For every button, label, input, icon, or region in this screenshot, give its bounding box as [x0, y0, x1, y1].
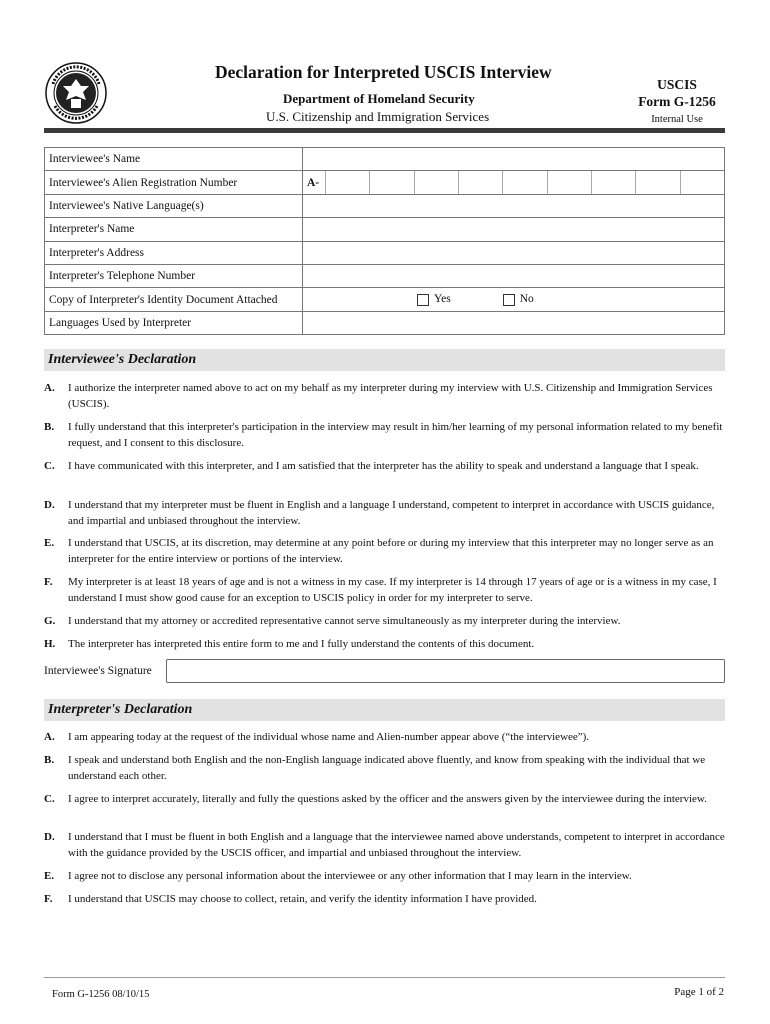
table-row: [45, 288, 725, 311]
alien-number-field[interactable]: [303, 171, 725, 194]
item-text: My interpreter is at least 18 years of age and is not a witness in my case. If my interpreter is 14 through 17 years of age or is a witness in my case, I understand I must show good cause for an exception to USCIS policy in order for my interpreter to serve.: [68, 576, 717, 604]
item-text: I agree not to disclose any personal information about the interviewee or any other information that I may learn in the interview.: [68, 870, 632, 882]
yes-option[interactable]: [417, 293, 451, 305]
item-letter: G.: [44, 615, 56, 627]
table-row: [45, 311, 725, 334]
internal-use-label: Internal Use: [651, 114, 703, 125]
alien-digit-cell[interactable]: [680, 171, 724, 193]
agency-label: USCIS: [657, 77, 697, 92]
interpreter-phone-label: Interpreter's Telephone Number: [45, 264, 303, 287]
table-row: [45, 264, 725, 287]
item-text: I have communicated with this interpreter, and I am satisfied that the interpreter has the ability to speak and understand a language that I speak.: [68, 460, 699, 472]
page-number: Page 1 of 2: [674, 986, 724, 998]
interviewee-declaration-heading: Interviewee's Declaration: [44, 349, 725, 371]
no-option[interactable]: [503, 293, 534, 305]
alien-digit-cell[interactable]: [458, 171, 502, 193]
item-text: I agree to interpret accurately, literally and fully the questions asked by the officer and the answers given by the interviewee during the interview.: [68, 793, 707, 805]
service-name: U.S. Citizenship and Immigration Services: [266, 109, 490, 124]
alien-digit-cell[interactable]: [369, 171, 413, 193]
item-letter: F.: [44, 576, 53, 588]
native-language-label: Interviewee's Native Language(s): [45, 194, 303, 217]
alien-digit-cell[interactable]: [502, 171, 546, 193]
form-version: Form G-1256 08/10/15: [52, 989, 150, 1000]
form-identifier: [630, 77, 724, 125]
list-item: [44, 574, 725, 606]
item-text: I understand that my attorney or accredited representative cannot serve simultaneously as my interpreter during the interview.: [68, 615, 621, 627]
yes-checkbox[interactable]: [417, 294, 429, 306]
interpreter-name-label: Interpreter's Name: [45, 218, 303, 241]
list-item: [44, 419, 725, 451]
item-letter: A.: [44, 731, 55, 743]
item-letter: H.: [44, 638, 56, 650]
no-label: No: [519, 293, 534, 306]
dhs-seal-icon: [45, 62, 107, 124]
department-name: Department of Homeland Security: [283, 91, 475, 106]
item-letter: E.: [44, 537, 55, 549]
alien-prefix: A-: [307, 176, 320, 189]
list-item: [44, 535, 725, 567]
table-row: [45, 194, 725, 217]
item-text: I understand that USCIS may choose to collect, retain, and verify the identity information I have provided.: [68, 893, 537, 905]
item-letter: D.: [44, 499, 55, 511]
footer-divider: [44, 977, 725, 978]
alien-digit-cell[interactable]: [547, 171, 591, 193]
list-item: [44, 458, 725, 474]
list-item: [44, 613, 725, 629]
item-letter: A.: [44, 382, 55, 394]
id-document-choice: [303, 288, 725, 311]
item-letter: B.: [44, 754, 55, 766]
item-letter: F.: [44, 893, 53, 905]
item-letter: C.: [44, 460, 55, 472]
list-item: [44, 891, 725, 907]
item-text: I fully understand that this interpreter's participation in the interview may result in him/her learning of my personal information related to my benefit request, and I consent to this disclosure.: [68, 421, 723, 449]
languages-used-field[interactable]: [303, 311, 725, 334]
item-letter: E.: [44, 870, 55, 882]
no-checkbox[interactable]: [503, 294, 515, 306]
alien-number-label: Interviewee's Alien Registration Number: [45, 171, 303, 194]
list-item: [44, 791, 725, 807]
yes-label: Yes: [434, 293, 451, 306]
table-row: [45, 148, 725, 171]
signature-field[interactable]: [166, 659, 725, 683]
interpreter-name-field[interactable]: [303, 218, 725, 241]
list-item: [44, 752, 725, 784]
native-language-field[interactable]: [303, 194, 725, 217]
list-item: [44, 868, 725, 884]
form-number: Form G-1256: [638, 94, 716, 109]
list-item: [44, 636, 725, 652]
signature-label: Interviewee's Signature: [44, 665, 152, 677]
item-text: I understand that I must be fluent in both English and a language that the interviewee named above understands, competent to interpret in accordance with the guidance provided by the USCIS officer, and impartial and unbiased throughout the interview.: [68, 831, 725, 859]
interview-info-table: [44, 147, 725, 335]
table-row: [45, 241, 725, 264]
item-text: I understand that USCIS, at its discretion, may determine at any point before or during my interview that this interpreter may no longer serve as an interpreter for the entire interview or portions of the interview.: [68, 537, 714, 565]
interpreter-address-label: Interpreter's Address: [45, 241, 303, 264]
item-letter: C.: [44, 793, 55, 805]
item-text: The interpreter has interpreted this entire form to me and I fully understand the contents of this document.: [68, 638, 535, 650]
id-document-label: Copy of Interpreter's Identity Document Attached: [45, 288, 303, 311]
interpreter-phone-field[interactable]: [303, 264, 725, 287]
interviewee-signature-row: [44, 659, 725, 683]
table-row: [45, 171, 725, 194]
item-letter: D.: [44, 831, 55, 843]
item-text: I understand that my interpreter must be fluent in English and a language I understand, competent to interpret in accordance with USCIS guidance, and impartial and unbiased throughout the interview.: [68, 499, 715, 527]
table-row: [45, 218, 725, 241]
list-item: [44, 380, 725, 412]
list-item: [44, 729, 725, 745]
alien-digit-cell[interactable]: [591, 171, 635, 193]
interpreter-address-field[interactable]: [303, 241, 725, 264]
alien-digit-cell[interactable]: [635, 171, 679, 193]
item-text: I authorize the interpreter named above to act on my behalf as my interpreter during my interview with U.S. Citizenship and Immigration Services (USCIS).: [68, 382, 713, 410]
alien-digit-cell[interactable]: [414, 171, 458, 193]
interpreter-declaration-heading: Interpreter's Declaration: [44, 699, 725, 721]
item-letter: B.: [44, 421, 55, 433]
item-text: I speak and understand both English and the non-English language indicated above fluently, and know from speaking with the individual that we understand each other.: [68, 754, 706, 782]
list-item: [44, 829, 725, 861]
interviewee-name-field[interactable]: [303, 148, 725, 171]
form-title: Declaration for Interpreted USCIS Interview: [215, 62, 552, 82]
item-text: I am appearing today at the request of the individual whose name and Alien-number appear above (“the interviewee”).: [68, 731, 590, 743]
alien-digit-cell[interactable]: [325, 171, 369, 193]
header-divider: [44, 128, 725, 133]
interviewee-name-label: Interviewee's Name: [45, 148, 303, 171]
languages-used-label: Languages Used by Interpreter: [45, 311, 303, 334]
list-item: [44, 497, 725, 529]
